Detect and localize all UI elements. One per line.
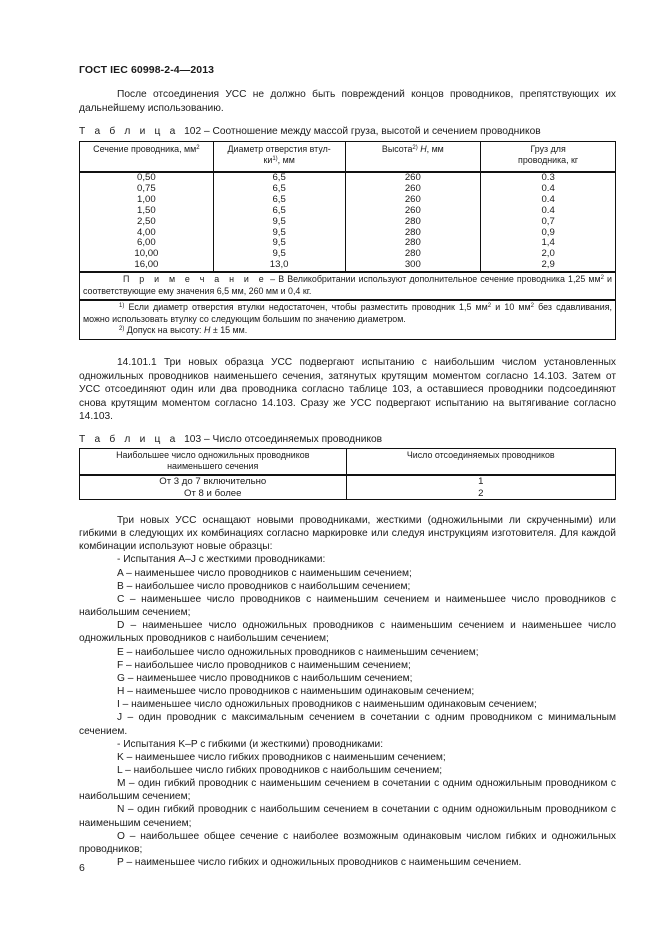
table-footnotes: $^{1)}$ Если диаметр отверстия втулки недостаточен, чтобы разместить проводник 1,5 $мм^2$ и 10 $мм^2$ без сдавливания, можно использовать втулку со следующим большим по значению диаметром. $^{2)}$ Допуск на высоту: H ± 15 мм. (80, 300, 616, 339)
rigid-test-item: D – наименьшее число одножильных проводников с наименьшим сечением и наименьшее число одножильных проводников с наибольшим сечением; (79, 620, 616, 645)
table-header-row (80, 142, 616, 173)
table-row: 1,50 6,5 260 0.4 (80, 206, 616, 217)
intro-paragraph-text: После отсоединения УСС не должно быть повреждений концов проводников, препятствующих их дальнейшему использованию. (79, 89, 616, 114)
table-row: От 3 до 7 включительно 1 (80, 475, 616, 488)
flexible-test-item: O – наибольшее общее сечение с наиболее возможным одинаковым числом гибких и одножильных проводников; (79, 830, 616, 855)
intro-paragraph (79, 88, 616, 115)
paragraph-14-101-1 (79, 356, 616, 424)
combinations-section (79, 514, 616, 869)
rigid-test-item: J – один проводник с максимальным сечением в сочетании с одним проводником с минимальным сечением. (79, 712, 616, 737)
table-row: 0,50 6,5 260 0.3 (80, 172, 616, 184)
table-row: 6,00 9,5 280 1,4 (80, 238, 616, 249)
table-note-row (80, 272, 616, 300)
table-row: От 8 и более 2 (80, 488, 616, 500)
table-note: П р и м е ч а н и е – В Великобритании используют дополнительное сечение проводника 1,25 $мм^2$ и соответствующие ему значения 6,5 мм, 260 мм и 0,4 кг. (80, 272, 616, 300)
table-row: 10,00 9,5 280 2,0 (80, 249, 616, 260)
caption-prefix: Т а б л и ц а (79, 434, 179, 445)
rigid-tests-heading: - Испытания A–J с жесткими проводниками: (117, 554, 326, 566)
table-row: 0,75 6,5 260 0.4 (80, 184, 616, 195)
flexible-test-item: P – наименьшее число гибких и одножильных проводников с наименьшим сечением. (117, 857, 522, 869)
flexible-test-item: N – один гибкий проводник с наибольшим сечением в сочетании с одним одножильным проводником с наименьшим сечением; (79, 804, 616, 829)
document-header: ГОСТ IEC 60998-2-4—2013 (79, 64, 215, 76)
caption-prefix: Т а б л и ц а (79, 126, 179, 137)
rigid-test-item: H – наименьшее число проводников с наименьшим одинаковым сечением; (117, 686, 475, 698)
table-row: 2,50 9,5 280 0,7 (80, 217, 616, 228)
combinations-intro: Три новых УСС оснащают новыми проводниками, жесткими (одножильными ли скрученными) или гибкими в следующих их комбинациях согласно маркировке или следуя инструкциям изготовителя. Для каждой комбинации используют новые образцы: (79, 515, 616, 553)
table-footnotes-row (80, 300, 616, 339)
flexible-test-item: M – один гибкий проводник с наименьшим сечением в сочетании с одним одножильным проводником с наибольшим сечением; (79, 778, 616, 803)
caption-text: – Число отсоединяемых проводников (203, 434, 383, 445)
header-disconnected-count: Число отсоединяемых проводников (346, 449, 616, 476)
header-load: Груз для проводника, кг (481, 142, 616, 173)
paragraph-14-101-1-text: 14.101.1 Три новых образца УСС подвергают испытанию с наибольшим числом установленных одножильных проводников наименьшего сечения, затянутых крутящим моментом согласно 14.103. Затем от УСС отсоединяют один или два проводника согласно таблице 103, а оставшиеся проводники подсоединяют снова крутящим моментом согласно 14.103. Сразу же УСС подвергают испытанию на вытягивание согласно 14.103. (79, 357, 616, 423)
rigid-test-item: C – наименьшее число проводников с наименьшим сечением и наименьшее число проводников с наибольшим сечением; (79, 593, 616, 619)
caption-text: – Соотношение между массой груза, высотой и сечением проводников (203, 126, 541, 137)
table-row: 1,00 6,5 260 0.4 (80, 195, 616, 206)
header-cross-section: Сечение проводника, $мм^2$ (80, 142, 214, 173)
table-header-row (80, 449, 616, 476)
flexible-tests-heading: - Испытания K–P с гибкими (и жесткими) проводниками: (117, 738, 384, 750)
table-row: 4,00 9,5 280 0,9 (80, 228, 616, 239)
header-bushing-diameter: Диаметр отверстия втул- $ки^{1)}$, мм (213, 142, 345, 173)
table-103 (79, 448, 616, 500)
table-102 (79, 141, 616, 340)
header-max-conductors: Наибольшее число одножильных проводников наименьшего сечения (80, 449, 347, 476)
rigid-test-item: E – наибольшее число одножильных проводников с наименьшим сечением; (117, 646, 479, 658)
flexible-test-item: K – наименьшее число гибких проводников с наименьшим сечением; (117, 751, 446, 763)
caption-number: 102 (184, 126, 202, 137)
rigid-test-item: A – наименьшее число проводников с наименьшим сечением; (117, 567, 412, 579)
rigid-test-item: B – наибольшее число проводников с наибольшим сечением; (117, 580, 411, 592)
caption-number: 103 (184, 434, 202, 445)
rigid-test-item: I – наименьшее число одножильных проводников с наименьшим одинаковым сечением; (117, 699, 537, 711)
flexible-test-item: L – наибольшее число гибких проводников с наибольшим сечением; (117, 764, 443, 776)
table-row: 16,00 13,0 300 2,9 (80, 260, 616, 272)
table-102-caption (79, 126, 541, 137)
rigid-test-item: F – наибольшее число проводников с наименьшим сечением; (117, 659, 411, 671)
table-103-caption (79, 434, 382, 445)
page-number: 6 (79, 862, 85, 874)
rigid-test-item: G – наименьшее число проводников с наибольшим сечением; (117, 672, 413, 684)
header-height: Высота$^{2)}$ H, мм (345, 142, 481, 173)
